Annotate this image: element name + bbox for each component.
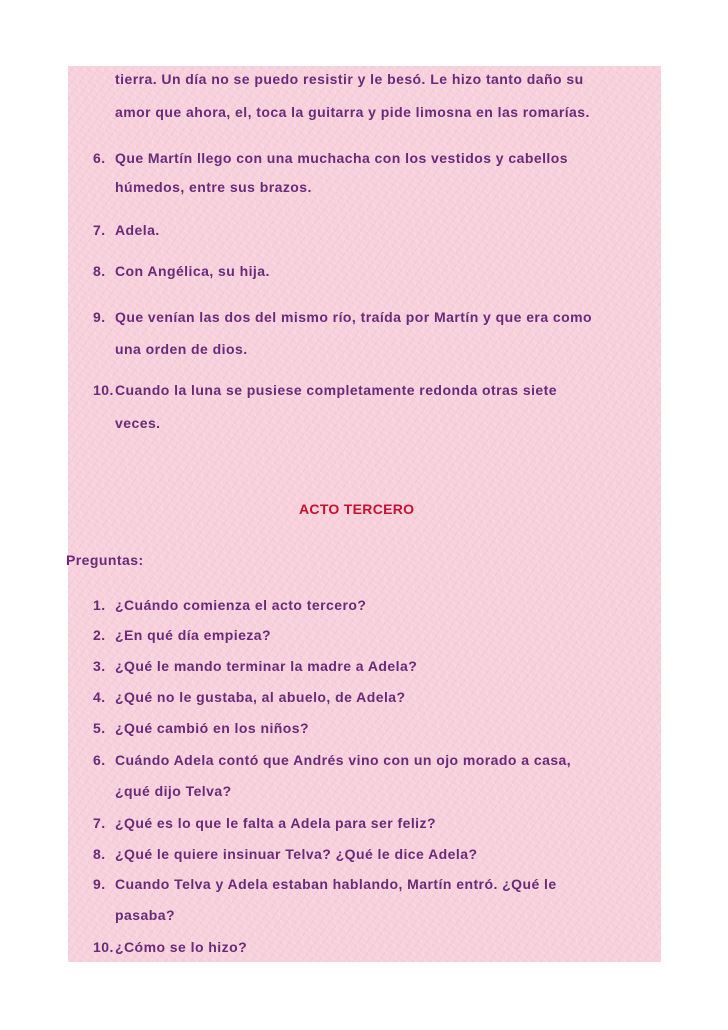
section-title: ACTO TERCERO: [299, 501, 415, 517]
answer-9-line-2: una orden de dios.: [115, 341, 248, 357]
answer-5-line-1: tierra. Un día no se puedo resistir y le besó. Le hizo tanto daño su: [115, 71, 584, 87]
question-3-text: ¿Qué le mando terminar la madre a Adela?: [115, 658, 418, 674]
answer-5-line-2: amor que ahora, el, toca la guitarra y pide limosna en las romarías.: [115, 104, 590, 120]
answer-8-number: 8.: [93, 263, 106, 279]
answer-6-line-2: húmedos, entre sus brazos.: [115, 179, 312, 195]
question-5-text: ¿Qué cambió en los niños?: [115, 720, 310, 736]
question-9-line-1: Cuando Telva y Adela estaban hablando, Martín entró. ¿Qué le: [115, 876, 557, 892]
question-6-number: 6.: [93, 752, 106, 768]
question-1-text: ¿Cuándo comienza el acto tercero?: [115, 597, 367, 613]
answer-10-line-2: veces.: [115, 415, 161, 431]
answer-10-line-1: Cuando la luna se pusiese completamente redonda otras siete: [115, 382, 558, 398]
question-10-number: 10.: [93, 939, 114, 955]
question-4-number: 4.: [93, 689, 106, 705]
question-7-number: 7.: [93, 815, 106, 831]
answer-6-number: 6.: [93, 150, 106, 166]
question-6-line-2: ¿qué dijo Telva?: [115, 783, 232, 799]
answer-7-line-1: Adela.: [115, 222, 160, 238]
question-8-number: 8.: [93, 846, 106, 862]
question-5-number: 5.: [93, 720, 106, 736]
questions-heading: Preguntas:: [66, 552, 144, 568]
question-7-text: ¿Qué es lo que le falta a Adela para ser feliz?: [115, 815, 436, 831]
answer-9-number: 9.: [93, 309, 106, 325]
question-4-text: ¿Qué no le gustaba, al abuelo, de Adela?: [115, 689, 406, 705]
question-9-line-2: pasaba?: [115, 907, 175, 923]
question-6-line-1: Cuándo Adela contó que Andrés vino con un ojo morado a casa,: [115, 752, 572, 768]
answer-7-number: 7.: [93, 222, 106, 238]
question-2-number: 2.: [93, 627, 106, 643]
question-8-text: ¿Qué le quiere insinuar Telva? ¿Qué le dice Adela?: [115, 846, 478, 862]
answer-8-line-1: Con Angélica, su hija.: [115, 263, 270, 279]
question-1-number: 1.: [93, 597, 106, 613]
answer-10-number: 10.: [93, 382, 114, 398]
question-9-number: 9.: [93, 876, 106, 892]
answer-9-line-1: Que venían las dos del mismo río, traída por Martín y que era como: [115, 309, 593, 325]
question-10-text: ¿Cómo se lo hizo?: [115, 939, 248, 955]
question-2-text: ¿En qué día empieza?: [115, 627, 272, 643]
question-3-number: 3.: [93, 658, 106, 674]
answer-6-line-1: Que Martín llego con una muchacha con los vestidos y cabellos: [115, 150, 569, 166]
